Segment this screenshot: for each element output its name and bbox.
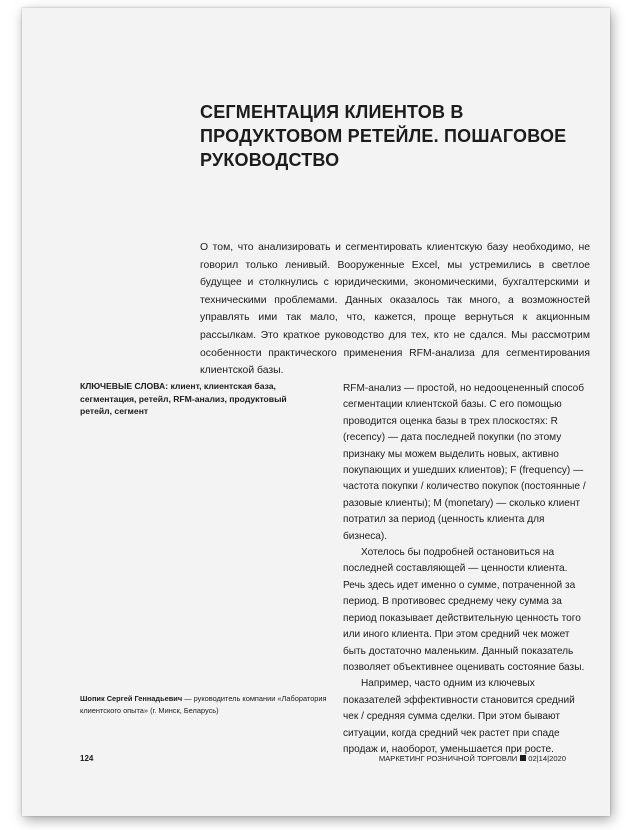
page-number: 124 xyxy=(80,754,94,763)
journal-footer xyxy=(379,754,566,763)
article-title: СЕГМЕНТАЦИЯ КЛИЕНТОВ В ПРОДУКТОВОМ РЕТЕЙЛЕ. ПОШАГОВОЕ РУКОВОДСТВО xyxy=(200,102,567,170)
author-name: Шопик Сергей Геннадьевич xyxy=(80,694,183,703)
author-info xyxy=(80,693,330,717)
square-separator-icon xyxy=(520,755,526,761)
journal-issue: 02|14|2020 xyxy=(528,754,566,763)
magazine-page xyxy=(22,8,610,816)
keywords: КЛЮЧЕВЫЕ СЛОВА: клиент, клиентская база, сегментация, ретейл, RFM-анализ, продуктовый ретейл, сегмент xyxy=(80,381,287,417)
body-paragraph: Например, часто одним из ключевых показателей эффективности становится средний чек / средняя сумма сделки. При этом бывают ситуации, когда средний чек растет при спаде продаж и, наоборот, уменьшается при росте. xyxy=(343,678,575,755)
body-paragraph: Хотелось бы подробней остановиться на последней составляющей — ценности клиента. Речь здесь идет именно о сумме, потраченной за период. В противовес среднему чеку сумма за период показывает действительную ценность того или иного клиента. При этом средний чек может быть достаточно маленьким. Данный показатель позволяет объективнее оценивать состояние базы. xyxy=(343,547,585,673)
article-intro: О том, что анализировать и сегментировать клиентскую базу необходимо, не говорил только ленивый. Вооруженные Excel, мы устремились в светлое будущее и столкнулись с юридическими, экономическими, бухгалтерскими и техническими проблемами. Данных оказалось так много, а возможностей управлять ими так мало, что, кажется, проще вернуться к акционным рассылкам. Это краткое руководство для тех, кто не сдался. Мы рассмотрим особенности практического применения RFM-анализа для сегментирования клиентской базы. xyxy=(200,242,590,377)
body-column xyxy=(343,381,589,758)
author-role: — руководитель компании «Лаборатория клиентского опыта» (г. Минск, Беларусь) xyxy=(80,694,327,715)
body-paragraph: RFM-анализ — простой, но недооцененный способ сегментации клиентской базы. С его помощью проводится оценка базы в трех плоскостях: R (recency) — дата последней покупки (по этому признаку мы можем выделить новых, активно покупающих и ушедших клиентов); F (frequency) — частота покупки / количество покупок (постоянные / разовые клиенты); M (monetary) — сколько клиент потратил за период (ценность клиента для бизнеса). xyxy=(343,383,586,542)
journal-name: МАРКЕТИНГ РОЗНИЧНОЙ ТОРГОВЛИ xyxy=(378,754,518,763)
